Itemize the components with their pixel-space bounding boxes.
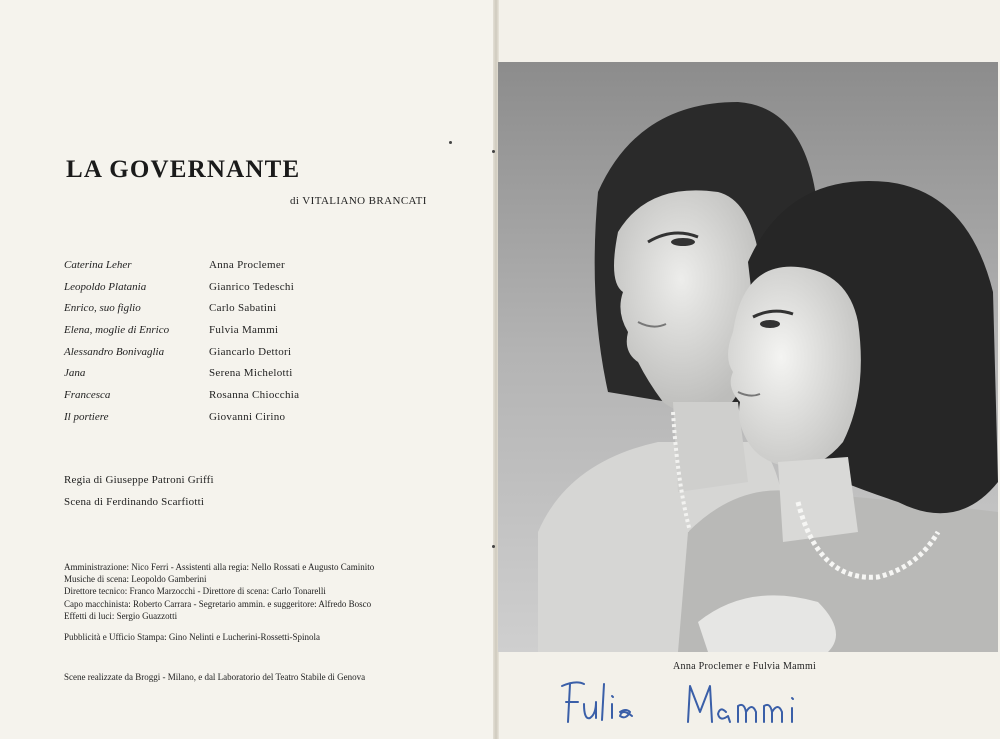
cast-role: Francesca: [64, 389, 111, 402]
cast-row: [64, 389, 364, 411]
cast-row: [64, 346, 364, 368]
autograph-signature: [560, 672, 840, 735]
left-page: [0, 0, 495, 739]
cast-role: Il portiere: [64, 410, 109, 423]
cast-actor: Carlo Sabatini: [209, 302, 277, 315]
cast-actor: Serena Michelotti: [209, 367, 293, 380]
direction-credit: Regia di Giuseppe Patroni Griffi: [64, 474, 214, 486]
play-author: di VITALIANO BRANCATI: [290, 195, 427, 207]
signature-icon: [560, 672, 840, 730]
cast-role: Caterina Leher: [64, 259, 132, 271]
print-mark: [449, 141, 452, 144]
print-mark: [492, 150, 495, 153]
play-title: LA GOVERNANTE: [66, 156, 301, 183]
photo-illustration: [498, 62, 998, 652]
cast-actor: Anna Proclemer: [209, 259, 285, 271]
scenery-credit: Scene realizzate da Broggi - Milano, e dal Laboratorio del Teatro Stabile di Genova: [64, 672, 366, 682]
cast-actor: Giancarlo Dettori: [209, 345, 292, 358]
staff-line: Capo macchinista: Roberto Carrara - Segretario ammin. e suggeritore: Alfredo Bosco: [64, 598, 372, 609]
cast-actor: Fulvia Mammi: [209, 324, 279, 337]
cast-role: Elena, moglie di Enrico: [64, 324, 170, 337]
cast-role: Alessandro Bonivaglia: [64, 345, 165, 358]
cast-row: [64, 281, 364, 303]
print-mark: [492, 545, 495, 548]
staff-line: Effetti di luci: Sergio Guazzotti: [64, 610, 178, 621]
cast-actor: Rosanna Chiocchia: [209, 389, 300, 402]
staff-line: Direttore tecnico: Franco Marzocchi - Direttore di scena: Carlo Tonarelli: [64, 586, 326, 597]
cast-row: [64, 259, 364, 281]
actresses-photo: [498, 62, 998, 652]
production-credits: [64, 474, 214, 518]
staff-line: Musiche di scena: Leopoldo Gamberini: [64, 574, 207, 585]
cast-row: [64, 302, 364, 324]
cast-role: Jana: [64, 367, 86, 380]
photo-caption: Anna Proclemer e Fulvia Mammi: [673, 661, 817, 672]
staff-list: [64, 561, 374, 622]
cast-actor: Giovanni Cirino: [209, 410, 286, 423]
staff-line: Amministrazione: Nico Ferri - Assistenti alla regia: Nello Rossati e Augusto Caminito: [64, 562, 375, 572]
cast-row: [64, 367, 364, 389]
cast-row: [64, 324, 364, 346]
cast-role: Leopoldo Platania: [64, 280, 147, 293]
cast-list: [64, 259, 364, 433]
set-design-credit: Scena di Ferdinando Scarfiotti: [64, 496, 205, 508]
press-credit: Pubblicità e Ufficio Stampa: Gino Nelinti e Lucherini-Rossetti-Spinola: [64, 632, 321, 642]
cast-role: Enrico, suo figlio: [64, 302, 141, 315]
cast-actor: Gianrico Tedeschi: [209, 280, 295, 293]
cast-row: [64, 411, 364, 433]
